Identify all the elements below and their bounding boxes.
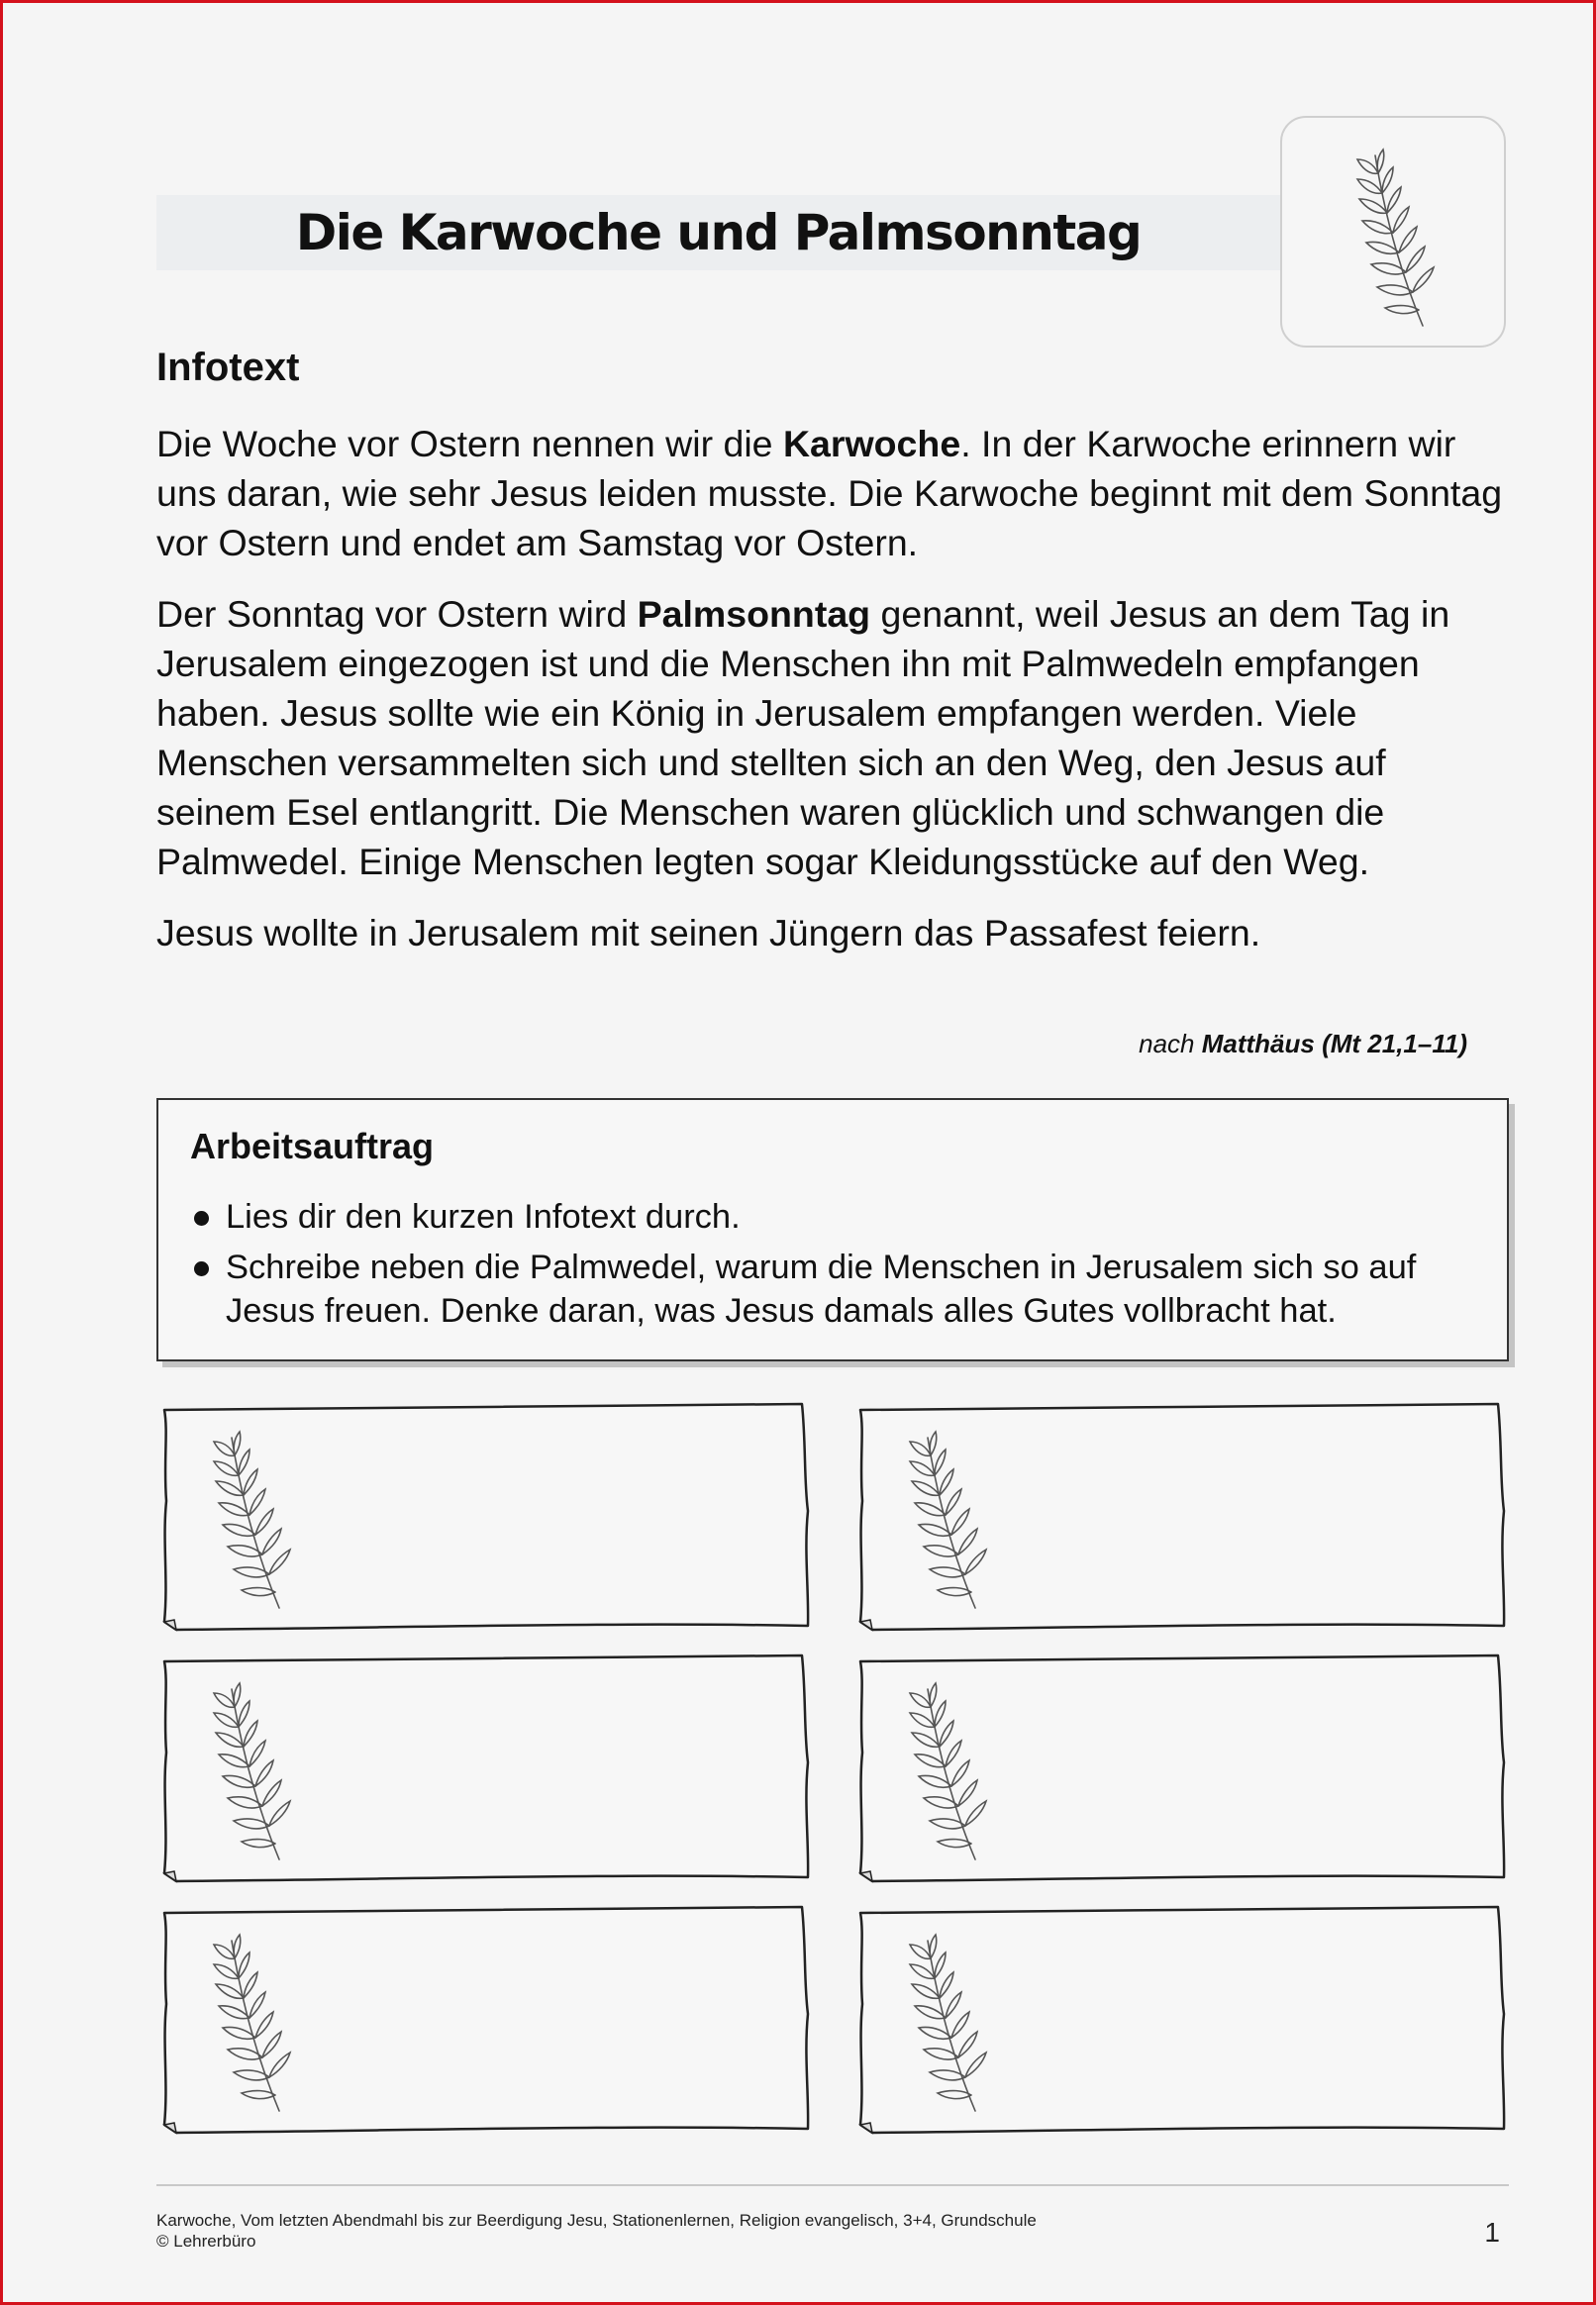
page-number: 1 bbox=[1484, 2217, 1500, 2248]
infotext-paragraph-3: Jesus wollte in Jerusalem mit seinen Jüngern das Passafest feiern. bbox=[156, 912, 1261, 953]
palm-leaf-icon bbox=[202, 1428, 301, 1616]
palm-leaf-icon bbox=[898, 1679, 997, 1867]
infotext-paragraph-2: Der Sonntag vor Ostern wird Palmsonntag genannt, weil Jesus an dem Tag in Jerusalem eingezogen ist und die Menschen ihn mit Palmwedeln empfangen haben. Jesus sollte wie ein König in Jerusalem empfangen werden. Viele Menschen versammelten sich und stellten sich an den Weg, den Jesus auf seinem Esel entlangritt. Die Menschen waren glücklich und schwangen die Palmwedel. Einige Menschen legten sogar Kleidungsstücke auf den Weg. bbox=[156, 593, 1450, 882]
writing-card-4[interactable] bbox=[854, 1654, 1508, 1883]
infotext-paragraph-1: Die Woche vor Ostern nennen wir die Karwoche. In der Karwoche erinnern wir uns daran, wie sehr Jesus leiden musste. Die Karwoche beginnt mit dem Sonntag vor Ostern und endet am Samstag vor Ostern. bbox=[156, 423, 1503, 563]
palm-leaf-icon bbox=[898, 1931, 997, 2119]
palm-leaf-icon bbox=[1346, 146, 1445, 334]
infotext-body bbox=[156, 419, 1513, 979]
task-item: Lies dir den kurzen Infotext durch. bbox=[190, 1195, 1487, 1239]
bible-source-reference: nach Matthäus (Mt 21,1–11) bbox=[1139, 1029, 1467, 1058]
writing-card-6[interactable] bbox=[854, 1905, 1508, 2135]
palm-leaf-icon bbox=[202, 1931, 301, 2119]
writing-card-5[interactable] bbox=[158, 1905, 812, 2135]
writing-card-1[interactable] bbox=[158, 1402, 812, 1632]
footer-copyright: © Lehrerbüro bbox=[156, 2232, 256, 2251]
task-heading: Arbeitsauftrag bbox=[190, 1126, 435, 1166]
palm-leaf-icon bbox=[898, 1428, 997, 1616]
palm-leaf-icon bbox=[202, 1679, 301, 1867]
corner-illustration-box bbox=[1280, 116, 1506, 348]
task-item: Schreibe neben die Palmwedel, warum die Menschen in Jerusalem sich so auf Jesus freuen. Denke daran, was Jesus damals alles Gutes vollbracht hat. bbox=[190, 1246, 1487, 1333]
page-title: Die Karwoche und Palmsonntag bbox=[295, 204, 1142, 261]
writing-card-3[interactable] bbox=[158, 1654, 812, 1883]
task-box bbox=[156, 1098, 1509, 1361]
footer-divider bbox=[156, 2184, 1509, 2186]
infotext-heading: Infotext bbox=[156, 346, 300, 389]
footer-description: Karwoche, Vom letzten Abendmahl bis zur Beerdigung Jesu, Stationenlernen, Religion evangelisch, 3+4, Grundschule bbox=[156, 2211, 1037, 2230]
footer-text bbox=[156, 2210, 1037, 2252]
task-list bbox=[190, 1195, 1487, 1340]
writing-card-2[interactable] bbox=[854, 1402, 1508, 1632]
